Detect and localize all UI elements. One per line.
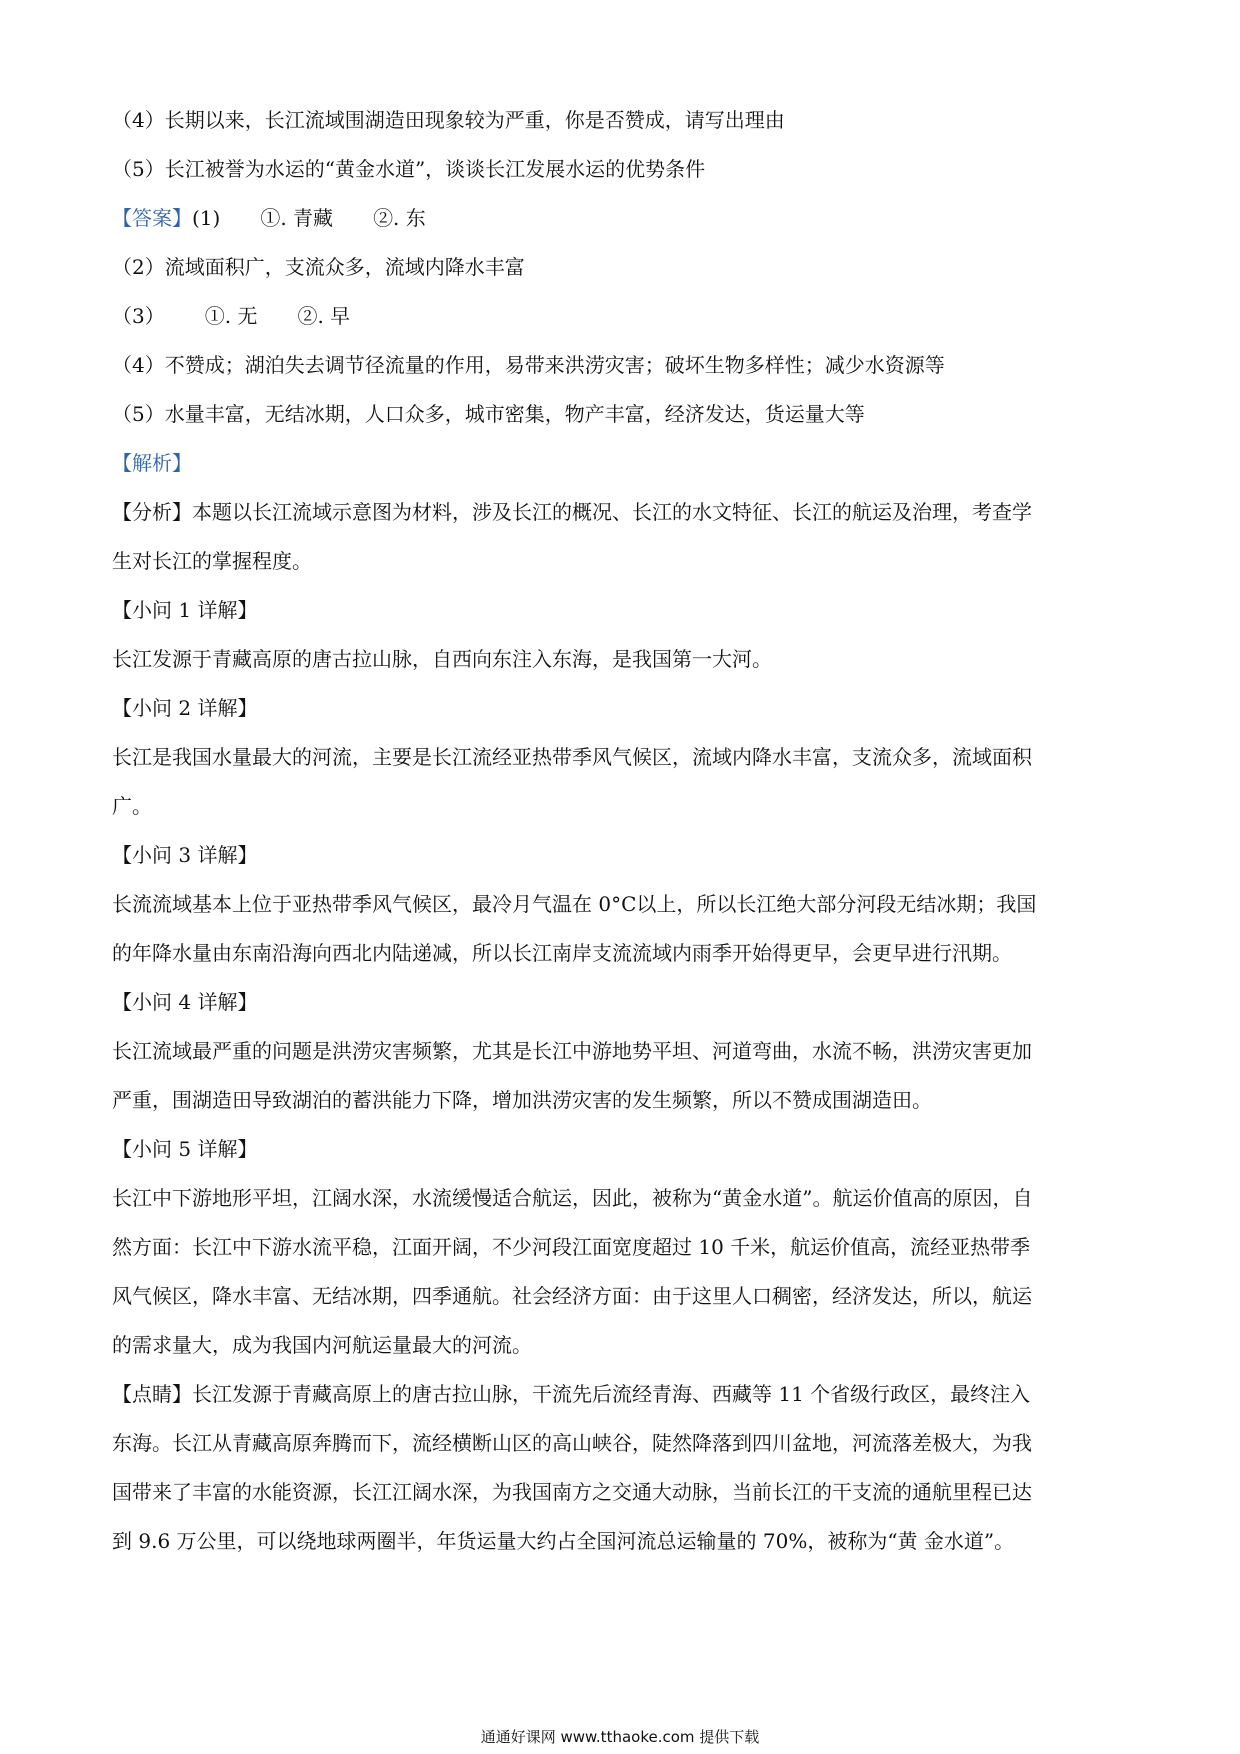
key-point-text: 国带来了丰富的水能资源，长江江阔水深，为我国南方之交通大动脉，当前长江的干支流的通航里程已达 [112, 1480, 1032, 1504]
subquestion-1-text: 长江发源于青藏高原的唐古拉山脉，自西向东注入东海，是我国第一大河。 [112, 647, 772, 671]
subquestion-5-text: 风气候区，降水丰富、无结冰期，四季通航。社会经济方面：由于这里人口稠密，经济发达，所以，航运 [112, 1284, 1032, 1308]
subquestion-2-title: 【小问 2 详解】 [112, 696, 258, 720]
subquestion-5-text: 的需求量大，成为我国内河航运量最大的河流。 [112, 1333, 532, 1357]
analysis-label: 【解析】 [112, 451, 192, 475]
answer-line-1 [112, 206, 1132, 230]
subquestion-5-text: 长江中下游地形平坦，江阔水深，水流缓慢适合航运，因此，被称为“黄金水道”。航运价值高的原因，自 [112, 1186, 1033, 1210]
footer-source: 通通好课网 www.tthaoke.com 提供下载 [480, 1728, 760, 1746]
subquestion-3-text: 长流流域基本上位于亚热带季风气候区，最冷月气温在 0°C以上，所以长江绝大部分河段无结冰期；我国 [112, 892, 1037, 916]
subquestion-4-text: 长江流域最严重的问题是洪涝灾害频繁，尤其是长江中游地势平坦、河道弯曲，水流不畅，洪涝灾害更加 [112, 1039, 1032, 1063]
answer-2: （2）流域面积广，支流众多，流域内降水丰富 [112, 255, 525, 279]
answer-5: （5）水量丰富，无结冰期，人口众多，城市密集，物产丰富，经济发达，货运量大等 [112, 402, 865, 426]
question-5: （5）长江被誉为水运的“黄金水道”，谈谈长江发展水运的优势条件 [112, 157, 706, 181]
answer-label: 【答案】 [112, 206, 192, 230]
subquestion-2-text: 广。 [112, 794, 152, 818]
subquestion-4-text: 严重，围湖造田导致湖泊的蓄洪能力下降，增加洪涝灾害的发生频繁，所以不赞成围湖造田。 [112, 1088, 932, 1112]
subquestion-3-title: 【小问 3 详解】 [112, 843, 258, 867]
answer-3-number: （3） [112, 304, 165, 328]
key-point-text: 东海。长江从青藏高原奔腾而下，流经横断山区的高山峡谷，陡然降落到四川盆地，河流落差极大，为我 [112, 1431, 1032, 1455]
answer-1-option-1: ①. 青藏 [260, 206, 334, 230]
question-4: （4）长期以来，长江流域围湖造田现象较为严重，你是否赞成，请写出理由 [112, 108, 785, 132]
answer-3-option-2: ②. 早 [297, 304, 351, 328]
analysis-text-line: 【分析】本题以长江流域示意图为材料，涉及长江的概况、长江的水文特征、长江的航运及治理，考查学 [112, 500, 1032, 524]
answer-4: （4）不赞成；湖泊失去调节径流量的作用，易带来洪涝灾害；破坏生物多样性；减少水资源等 [112, 353, 945, 377]
subquestion-2-text: 长江是我国水量最大的河流，主要是长江流经亚热带季风气候区，流域内降水丰富，支流众多，流域面积 [112, 745, 1032, 769]
subquestion-5-text: 然方面：长江中下游水流平稳，江面开阔，不少河段江面宽度超过 10 千米，航运价值高，流经亚热带季 [112, 1235, 1031, 1259]
answer-line-3 [112, 304, 1132, 328]
answer-1-option-2: ②. 东 [373, 206, 426, 230]
subquestion-1-title: 【小问 1 详解】 [112, 598, 258, 622]
key-point-text: 到 9.6 万公里，可以绕地球两圈半，年货运量大约占全国河流总运输量的 70%，被称为“黄 金水道”。 [112, 1529, 1015, 1553]
subquestion-4-title: 【小问 4 详解】 [112, 990, 258, 1014]
analysis-text-line: 生对长江的掌握程度。 [112, 549, 312, 573]
key-point-text: 【点睛】长江发源于青藏高原上的唐古拉山脉，干流先后流经青海、西藏等 11 个省级行政区，最终注入 [112, 1382, 1031, 1406]
subquestion-3-text: 的年降水量由东南沿海向西北内陆递减，所以长江南岸支流流域内雨季开始得更早，会更早进行汛期。 [112, 941, 1012, 965]
subquestion-5-title: 【小问 5 详解】 [112, 1137, 258, 1161]
answer-3-option-1: ①. 无 [204, 304, 258, 328]
answer-1-number: (1) [192, 206, 221, 230]
